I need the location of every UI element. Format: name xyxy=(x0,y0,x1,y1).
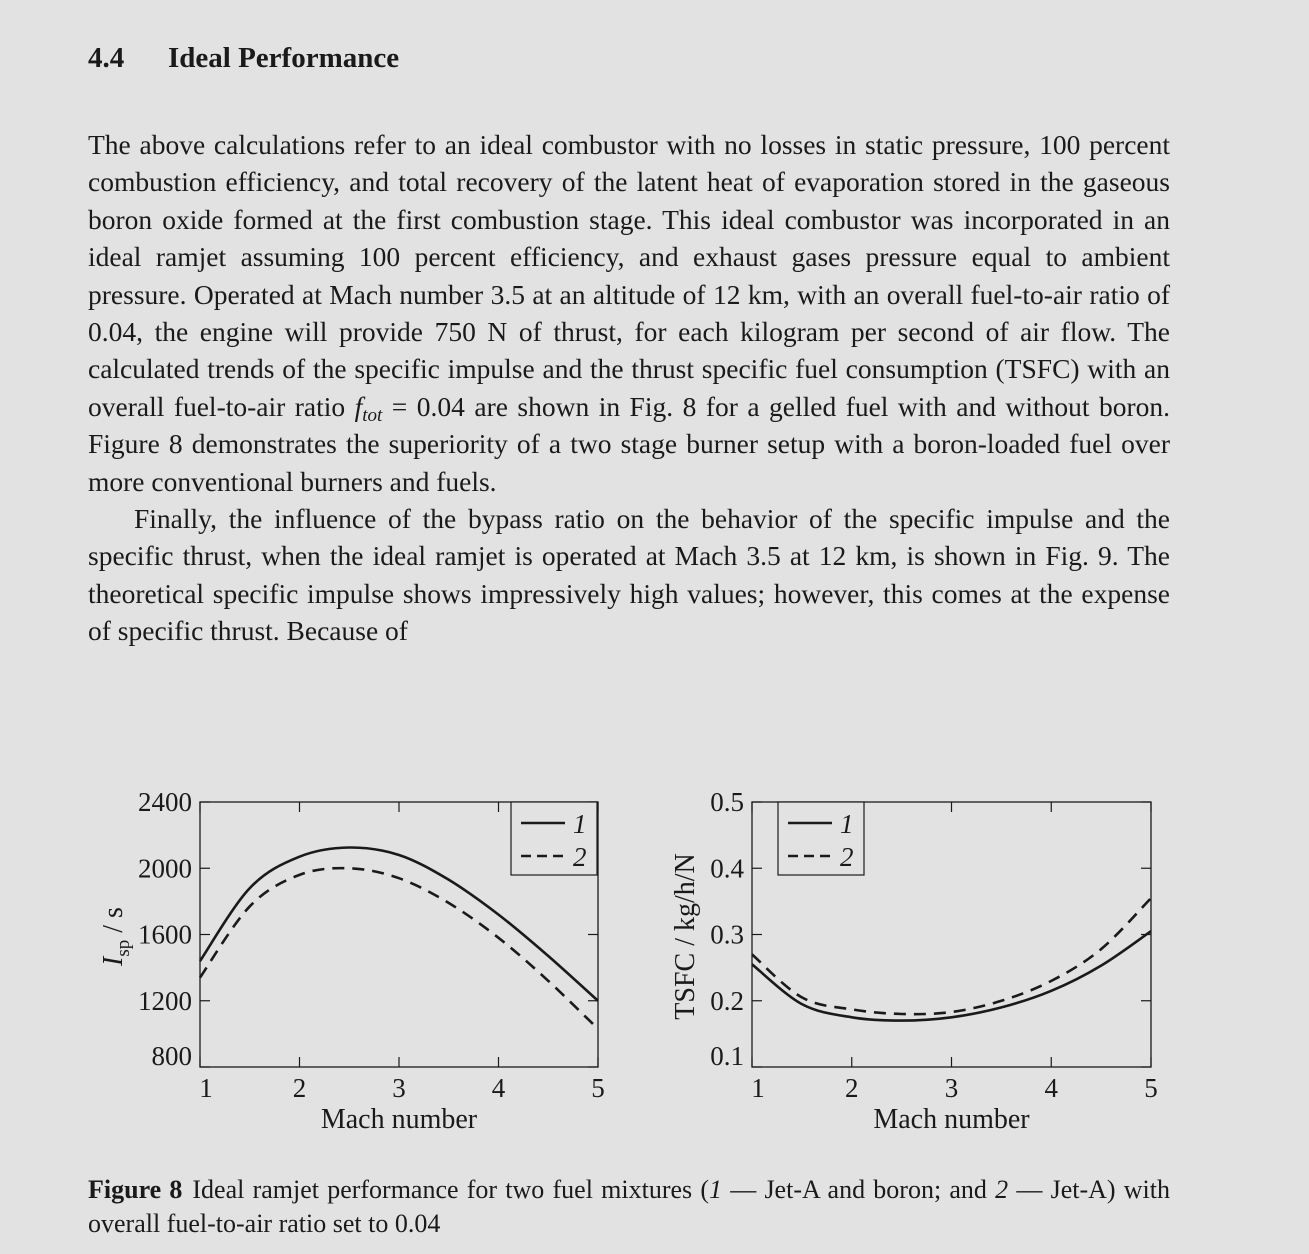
paragraph-1-text-b: = 0.04 are shown in Fig. 8 for a gelled fuel with and without boron. Figure 8 demonstrates the superiority of a two stage burner setup with a boron-loaded fuel over more conventional burners and fuels. xyxy=(88,390,1170,497)
section-number: 4.4 xyxy=(88,42,125,74)
y-tick-label: 2400 xyxy=(138,787,192,817)
y-tick-label: 0.5 xyxy=(710,787,744,817)
legend-label-2: 2 xyxy=(840,842,854,872)
y-tick-label: 1200 xyxy=(138,985,192,1016)
section-title: Ideal Performance xyxy=(168,42,400,74)
caption-text-b: — Jet-A and boron; and xyxy=(722,1175,996,1204)
y-axis-label-sub: sp xyxy=(113,939,134,957)
y-tick-label: 0.1 xyxy=(710,1041,744,1071)
y-axis-label xyxy=(98,907,134,967)
paragraph-1-text-a: The above calculations refer to an ideal combustor with no losses in static pressure, 100 percent combustion efficiency, and total recovery of the latent heat of evaporation stored in the gaseous boron oxide formed at the first combustion stage. This ideal combustor was incorporated in an ideal ramjet assuming 100 percent efficiency, and exhaust gases pressure equal to ambient pressure. Operated at Mach number 3.5 at an altitude of 12 km, with an overall fuel-to-air ratio of 0.04, the engine will provide 750 N of thrust, for each kilogram per second of air flow. The calculated trends of the specific impulse and the thrust specific fuel consumption (TSFC) with an overall fuel-to-air ratio xyxy=(88,129,1170,422)
y-tick-label: 1600 xyxy=(138,919,192,950)
math-f: f xyxy=(354,390,363,422)
y-tick-label: 0.2 xyxy=(710,985,744,1016)
x-tick-label: 2 xyxy=(845,1073,859,1103)
legend-label-1: 1 xyxy=(840,809,854,839)
caption-series-2-num: 2 xyxy=(995,1175,1009,1204)
caption-text-c: — Jet-A) with overall fuel-to-air ratio set to 0.04 xyxy=(88,1175,1170,1238)
y-axis-label-unit: / s xyxy=(98,907,129,940)
series-1-line xyxy=(752,931,1151,1020)
series-2-line xyxy=(752,898,1151,1014)
caption-label: Figure 8 xyxy=(88,1175,183,1204)
y-tick-label: 2000 xyxy=(138,853,192,884)
legend-label-2: 2 xyxy=(573,842,587,872)
caption-text-a: Ideal ramjet performance for two fuel mixtures ( xyxy=(192,1175,710,1204)
x-axis-label: Mach number xyxy=(320,1104,478,1135)
x-tick-label: 5 xyxy=(591,1073,605,1103)
legend xyxy=(778,802,864,875)
chart-1 xyxy=(98,787,605,1135)
x-axis-label: Mach number xyxy=(873,1104,1030,1135)
y-tick-label: 0.4 xyxy=(710,853,744,884)
x-tick-label: 1 xyxy=(751,1073,765,1103)
x-tick-label: 1 xyxy=(199,1073,213,1103)
legend-label-1: 1 xyxy=(573,809,587,839)
figure-caption xyxy=(88,1173,1170,1241)
y-tick-label: 800 xyxy=(151,1041,192,1071)
y-axis-label: TSFC / kg/h/N xyxy=(670,853,701,1020)
x-tick-label: 4 xyxy=(1044,1073,1058,1103)
paragraph-2: Finally, the influence of the bypass ratio on the behavior of the specific impulse and the specific thrust, when the ideal ramjet is operated at Mach 3.5 at 12 km, is shown in Fig. 9. The theoretical specific impulse shows impressively high values; however, this comes at the expense of specific thrust. Because of xyxy=(88,503,1170,647)
caption-series-1-num: 1 xyxy=(709,1175,723,1204)
x-tick-label: 2 xyxy=(292,1073,307,1103)
math-subscript-tot: tot xyxy=(362,404,383,426)
x-tick-label: 3 xyxy=(944,1073,959,1103)
y-axis-label-main: I xyxy=(98,956,129,966)
x-tick-label: 3 xyxy=(392,1073,406,1103)
x-tick-label: 5 xyxy=(1144,1073,1158,1103)
chart-2 xyxy=(670,787,1158,1135)
legend xyxy=(511,802,597,875)
x-tick-label: 4 xyxy=(491,1073,506,1103)
y-tick-label: 0.3 xyxy=(710,919,744,950)
